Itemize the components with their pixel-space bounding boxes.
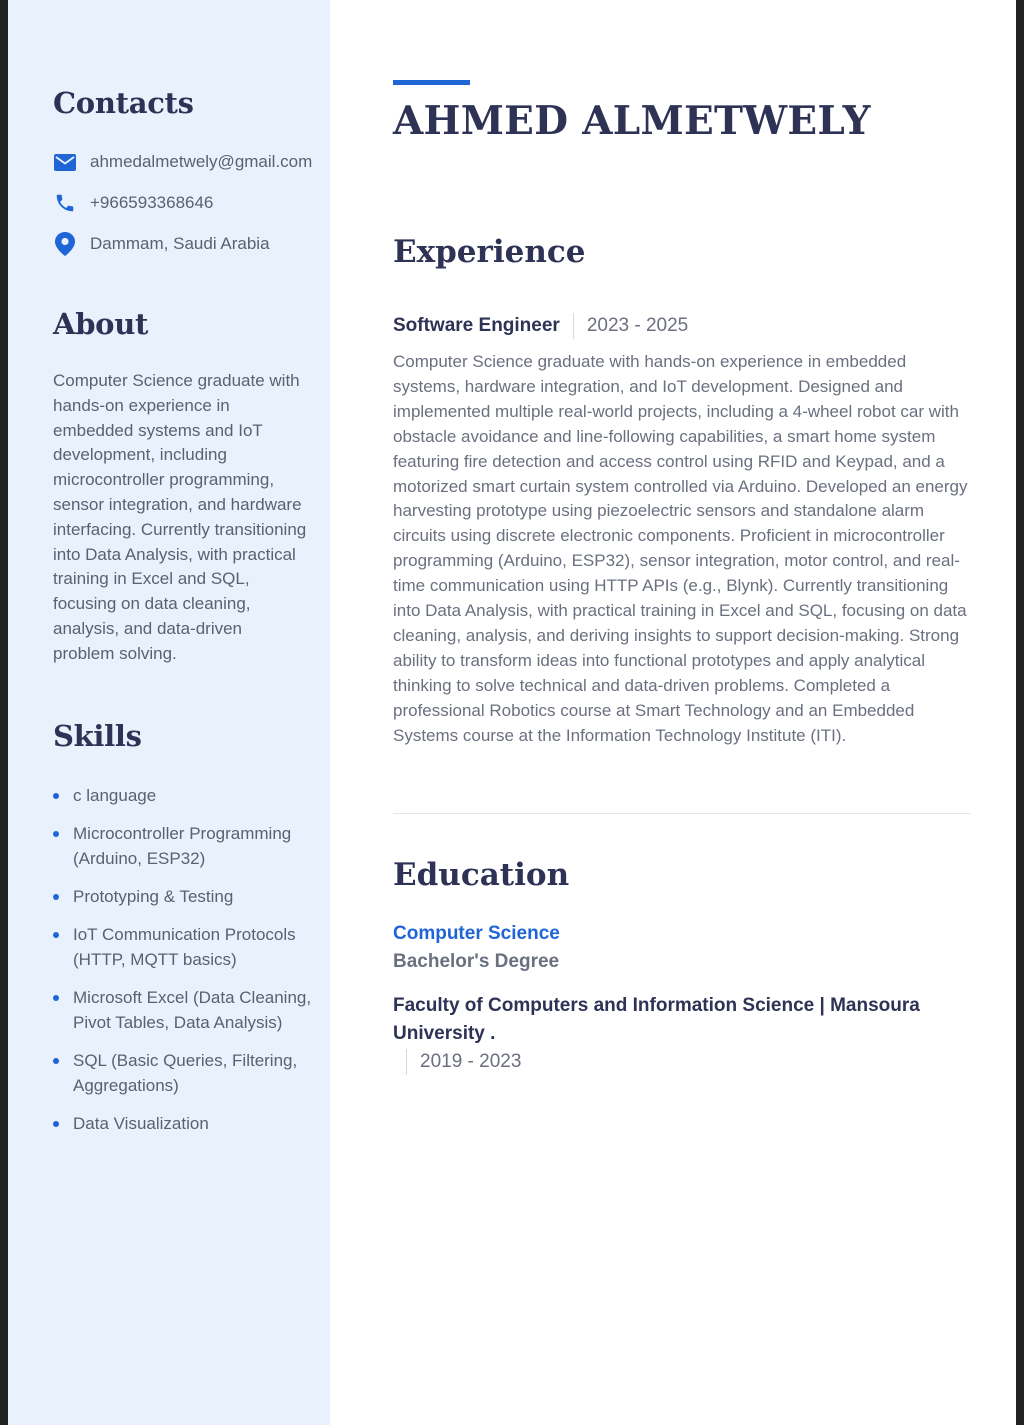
separator — [573, 313, 574, 339]
skill-text: IoT Communication Protocols (HTTP, MQTT basics) — [73, 925, 296, 969]
contact-phone[interactable] — [53, 191, 213, 215]
degree-type: Bachelor's Degree — [393, 951, 560, 972]
job-header — [393, 312, 688, 340]
bullet-icon — [53, 793, 59, 799]
skills-title: Skills — [53, 719, 142, 753]
phone-icon — [53, 191, 77, 215]
skill-item — [53, 985, 313, 1035]
bullet-icon — [53, 894, 59, 900]
degree-field: Computer Science — [393, 923, 560, 944]
contact-phone-text: +966593368646 — [90, 193, 214, 212]
experience-description: Computer Science graduate with hands-on experience in embedded systems, hardware integration, and IoT development. Designed and implemented multiple real-world projects, including a 4-wheel robot car with obstacle avoidance and line-following capabilities, a smart home system featuring fire detection and access control using RFID and Keypad, and a motorized smart curtain system controlled via Arduino. Developed an energy harvesting prototype using piezoelectric sensors and standalone alarm circuits using discrete electronic components. Proficient in microcontroller programming (Arduino, ESP32), sensor integration, motor control, and real-time communication using HTTP APIs (e.g., Blynk). Currently transitioning into Data Analysis, with practical training in Excel and SQL, focusing on data cleaning, analysis, and deriving insights to support decision-making. Strong ability to transform ideas into functional prototypes and apply analytical thinking to solve technical and data-driven problems. Completed a professional Robotics course at Smart Technology and an Embedded Systems course at the Information Technology Institute (ITI). — [393, 352, 968, 745]
contact-location-text: Dammam, Saudi Arabia — [90, 234, 270, 253]
skill-item — [53, 884, 313, 909]
contact-email[interactable] — [53, 150, 312, 174]
candidate-name: AHMED ALMETWELY — [393, 98, 871, 144]
skill-text: Microsoft Excel (Data Cleaning, Pivot Tables, Data Analysis) — [73, 988, 312, 1032]
sidebar — [8, 0, 330, 1425]
name-accent-bar — [393, 80, 470, 85]
contact-location — [53, 232, 270, 256]
skill-text: Prototyping & Testing — [73, 887, 234, 906]
location-pin-icon — [53, 232, 77, 256]
bullet-icon — [53, 1121, 59, 1127]
about-text: Computer Science graduate with hands-on experience in embedded systems and IoT development, including microcontroller programming, sensor integration, and hardware interfacing. Currently transitioning into Data Analysis, with practical training in Excel and SQL, focusing on data cleaning, analysis, and data-driven problem solving. — [53, 371, 307, 663]
separator — [406, 1049, 407, 1075]
resume-page — [8, 0, 1016, 1425]
skill-item — [53, 1111, 313, 1136]
skill-item — [53, 821, 313, 871]
skill-item — [53, 922, 313, 972]
experience-title: Experience — [393, 234, 586, 270]
skill-text: Microcontroller Programming (Arduino, ESP32) — [73, 824, 292, 868]
job-dates: 2023 - 2025 — [586, 315, 689, 336]
section-divider — [393, 813, 971, 814]
education-dates: 2019 - 2023 — [420, 1051, 522, 1072]
bullet-icon — [53, 932, 59, 938]
skill-text: SQL (Basic Queries, Filtering, Aggregations) — [73, 1051, 298, 1095]
email-icon — [53, 150, 77, 174]
education-title: Education — [393, 857, 570, 893]
bullet-icon — [53, 1058, 59, 1064]
skill-text: Data Visualization — [73, 1114, 209, 1133]
main-content — [330, 0, 1016, 1425]
institution-name: Faculty of Computers and Information Science | Mansoura University . — [393, 995, 920, 1044]
skills-list — [53, 783, 313, 1149]
bullet-icon — [53, 831, 59, 837]
about-title: About — [53, 307, 149, 341]
contact-email-text: ahmedalmetwely@gmail.com — [90, 152, 313, 171]
job-title: Software Engineer — [393, 315, 560, 336]
education-dates-row — [393, 1048, 521, 1076]
contacts-title: Contacts — [53, 86, 194, 120]
skill-text: c language — [73, 786, 157, 805]
skill-item — [53, 783, 313, 808]
bullet-icon — [53, 995, 59, 1001]
skill-item — [53, 1048, 313, 1098]
